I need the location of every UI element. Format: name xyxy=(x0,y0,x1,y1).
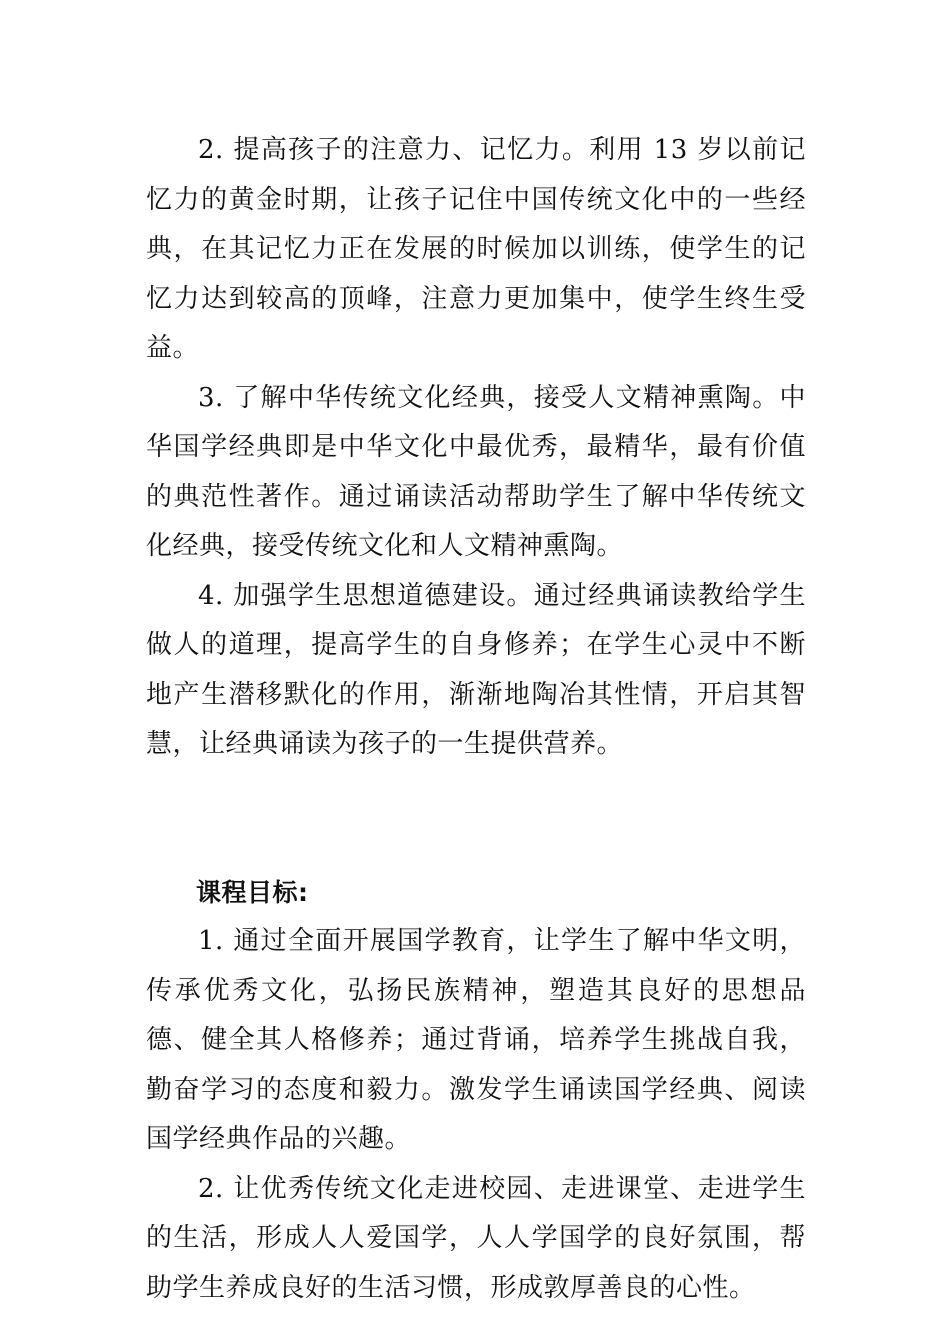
section-heading-course-goals: 课程目标: xyxy=(196,877,309,907)
paragraph-goal-one: 1. 通过全面开展国学教育，让学生了解中华文明，传承优秀文化，弘扬民族精神，塑造其良好的思想品德、健全其人格修养；通过背诵，培养学生挑战自我，勤奋学习的态度和毅力。激发学生诵读国学经典、阅读国学经典作品的兴趣。 xyxy=(146,926,806,1154)
paragraph-attention-memory: 2. 提高孩子的注意力、记忆力。利用 13 岁以前记忆力的黄金时期，让孩子记住中国传统文化中的一些经典，在其记忆力正在发展的时候加以训练，使学生的记忆力达到较高的顶峰，注意力更加集中，使学生终生受益。 xyxy=(146,135,806,363)
paragraph-goal-two: 2. 让优秀传统文化走进校园、走进课堂、走进学生的生活，形成人人爱国学，人人学国学的良好氛围，帮助学生养成良好的生活习惯，形成敦厚善良的心性。 xyxy=(146,1173,806,1303)
document-body xyxy=(146,126,806,1313)
section-spacer xyxy=(146,770,806,868)
paragraph-traditional-culture: 3. 了解中华传统文化经典，接受人文精神熏陶。中华国学经典即是中华文化中最优秀，最精华，最有价值的典范性著作。通过诵读活动帮助学生了解中华传统文化经典，接受传统文化和人文精神熏陶。 xyxy=(146,382,806,561)
paragraph-moral-education: 4. 加强学生思想道德建设。通过经典诵读教给学生做人的道理，提高学生的自身修养；在学生心灵中不断地产生潜移默化的作用，渐渐地陶冶其性情，开启其智慧，让经典诵读为孩子的一生提供营养。 xyxy=(146,580,806,759)
